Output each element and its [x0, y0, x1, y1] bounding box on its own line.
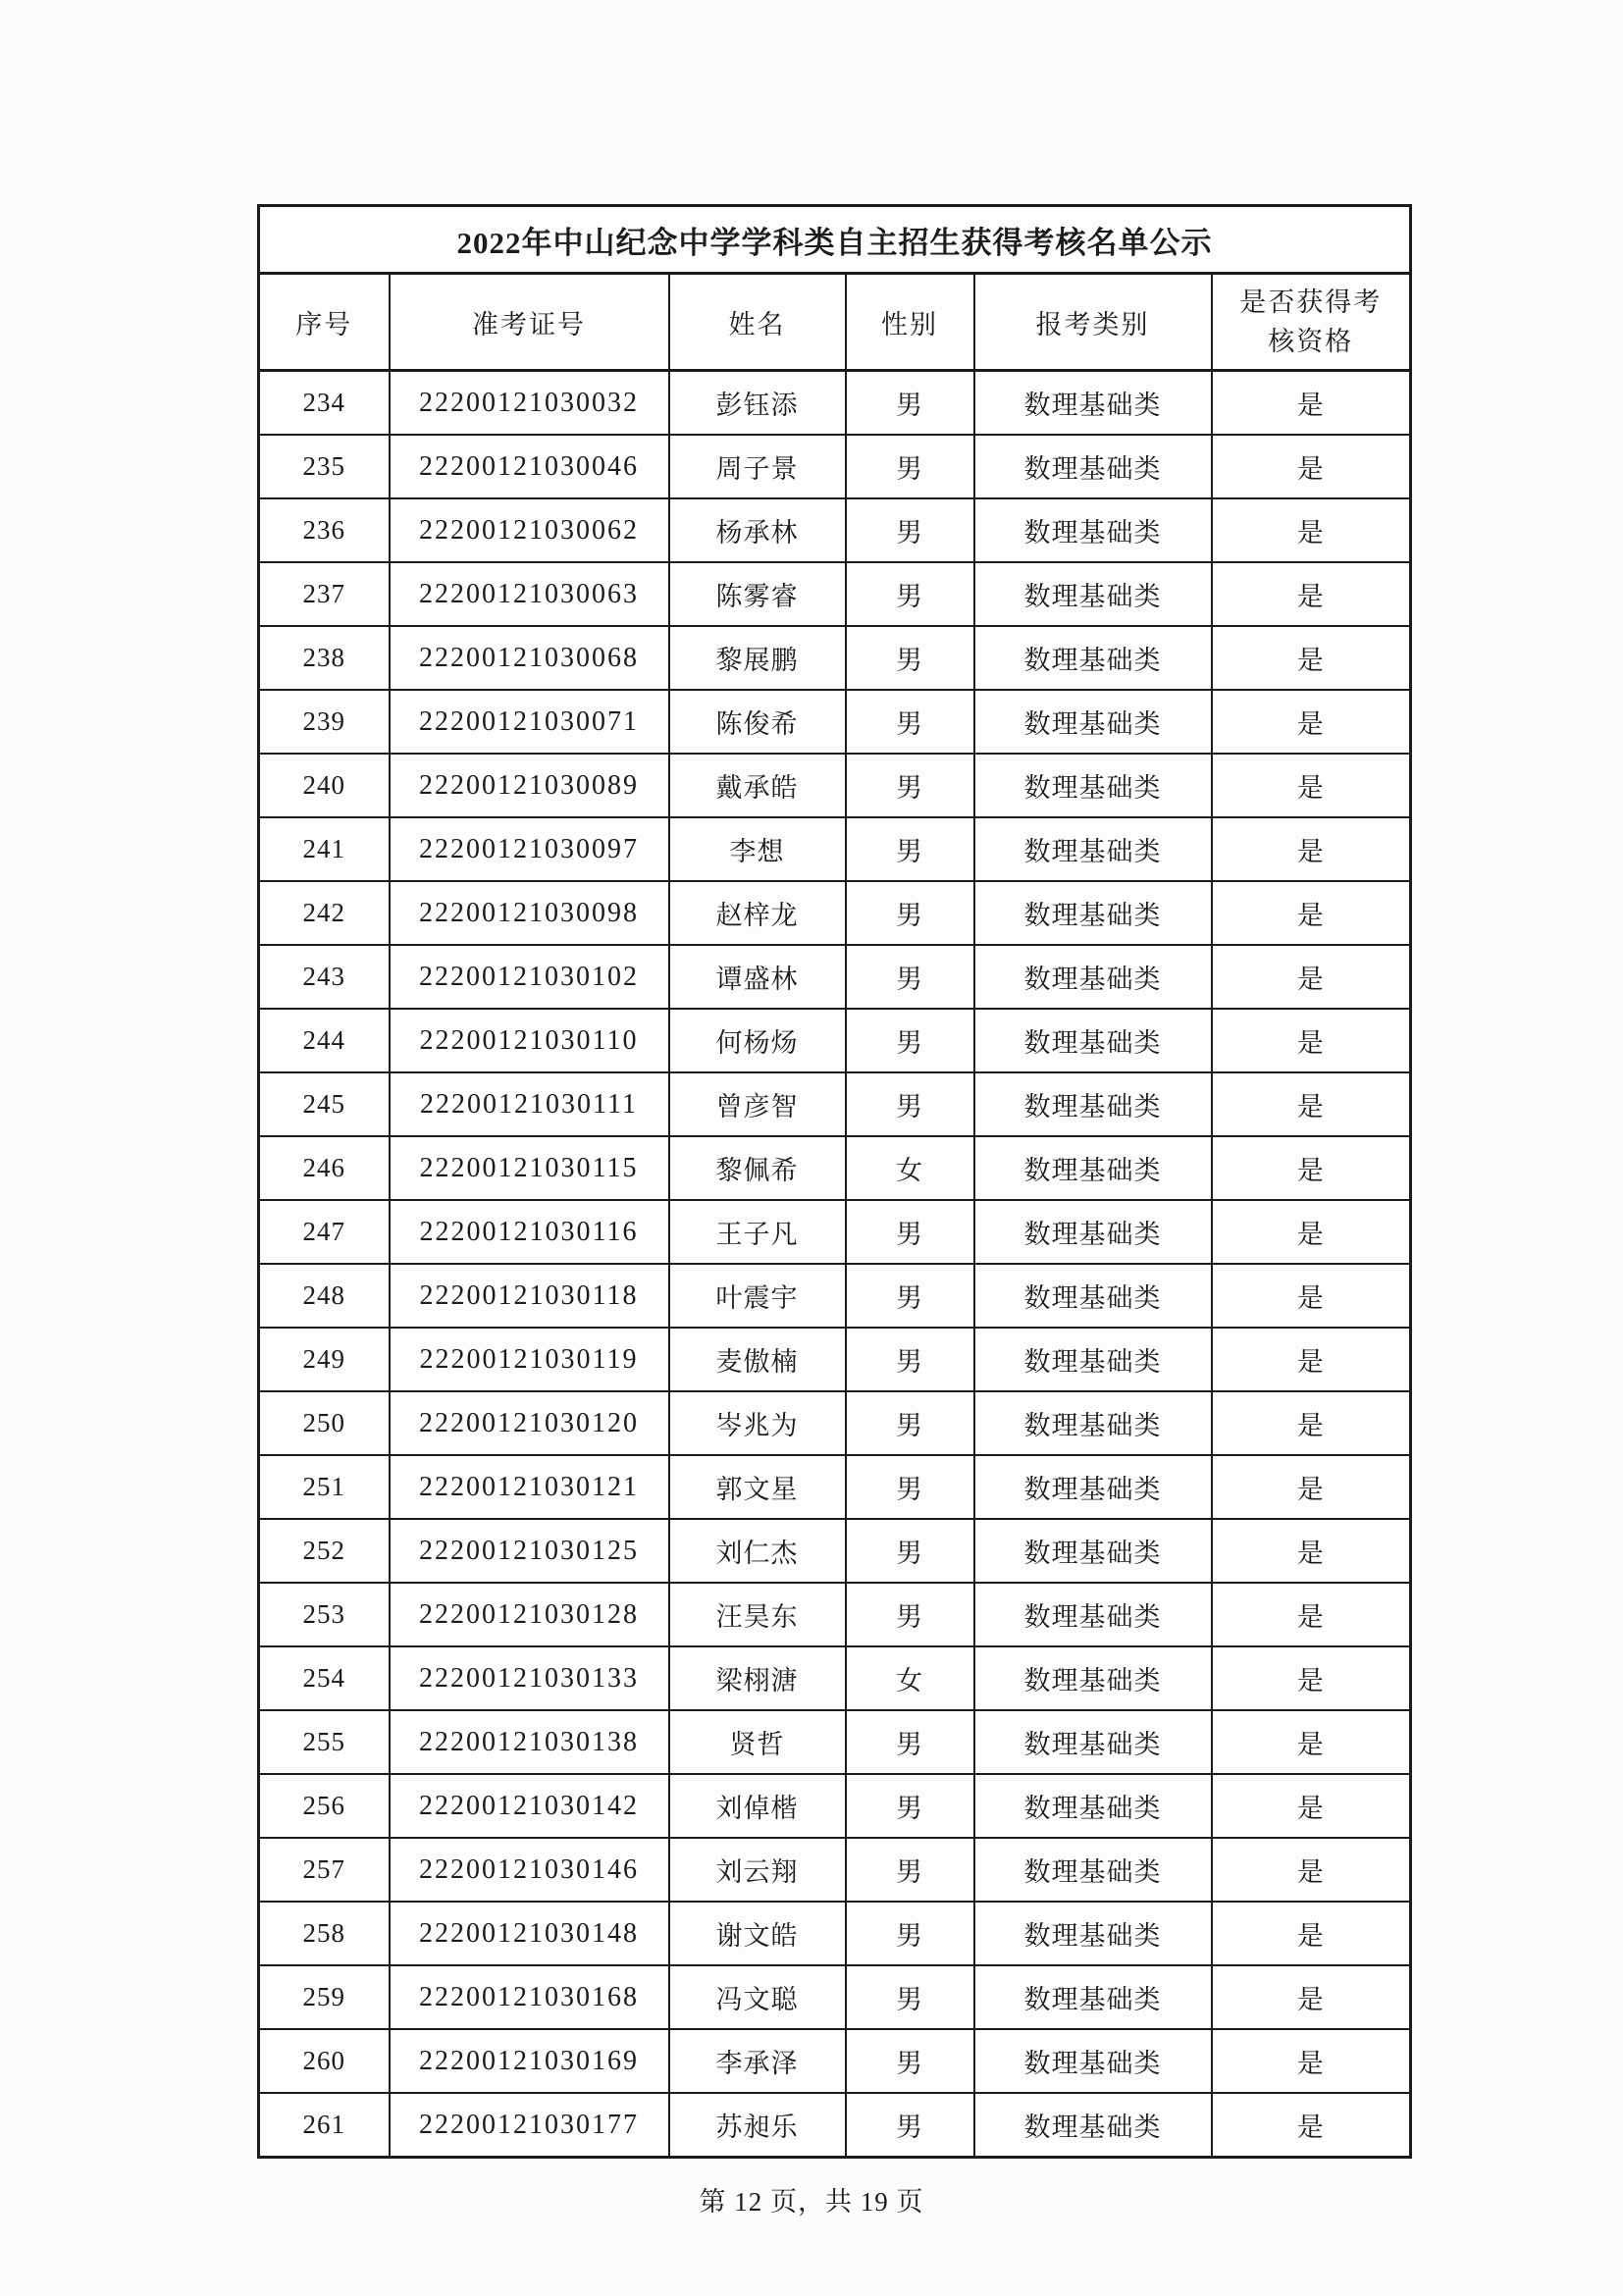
table-row [259, 2093, 1411, 2158]
cell-gender: 男 [846, 817, 974, 881]
cell-qualified: 是 [1212, 1072, 1411, 1136]
cell-category: 数理基础类 [974, 2093, 1212, 2158]
cell-qualified: 是 [1212, 1136, 1411, 1200]
cell-index: 253 [259, 1583, 390, 1646]
cell-gender: 男 [846, 754, 974, 817]
cell-index: 246 [259, 1136, 390, 1200]
cell-qualified: 是 [1212, 1710, 1411, 1774]
cell-exam-id: 22200121030146 [390, 1838, 669, 1902]
cell-gender: 男 [846, 1391, 974, 1455]
cell-index: 234 [259, 371, 390, 436]
cell-gender: 女 [846, 1136, 974, 1200]
cell-gender: 男 [846, 1200, 974, 1264]
cell-index: 247 [259, 1200, 390, 1264]
cell-exam-id: 22200121030133 [390, 1646, 669, 1710]
col-header-qualified [1212, 274, 1411, 371]
cell-exam-id: 22200121030168 [390, 1965, 669, 2029]
table-row [259, 1646, 1411, 1710]
cell-qualified: 是 [1212, 562, 1411, 626]
cell-index: 254 [259, 1646, 390, 1710]
cell-exam-id: 22200121030115 [390, 1136, 669, 1200]
cell-name: 王子凡 [669, 1200, 846, 1264]
cell-category: 数理基础类 [974, 1136, 1212, 1200]
table-row [259, 881, 1411, 945]
cell-exam-id: 22200121030071 [390, 690, 669, 754]
cell-index: 242 [259, 881, 390, 945]
table-row [259, 498, 1411, 562]
cell-name: 李承泽 [669, 2029, 846, 2093]
table-row [259, 1455, 1411, 1519]
cell-index: 260 [259, 2029, 390, 2093]
cell-name: 陈俊希 [669, 690, 846, 754]
cell-name: 刘倬楷 [669, 1774, 846, 1838]
cell-exam-id: 22200121030128 [390, 1583, 669, 1646]
cell-index: 252 [259, 1519, 390, 1583]
cell-exam-id: 22200121030118 [390, 1264, 669, 1328]
col-header-exam-id: 准考证号 [390, 274, 669, 371]
cell-gender: 男 [846, 1072, 974, 1136]
table-row [259, 754, 1411, 817]
qualification-table [257, 204, 1412, 2159]
table-row [259, 1902, 1411, 1965]
cell-category: 数理基础类 [974, 1264, 1212, 1328]
cell-name: 梁栩溏 [669, 1646, 846, 1710]
cell-name: 贤哲 [669, 1710, 846, 1774]
cell-index: 239 [259, 690, 390, 754]
cell-index: 259 [259, 1965, 390, 2029]
cell-qualified: 是 [1212, 817, 1411, 881]
cell-category: 数理基础类 [974, 2029, 1212, 2093]
cell-category: 数理基础类 [974, 1902, 1212, 1965]
cell-index: 255 [259, 1710, 390, 1774]
cell-name: 苏昶乐 [669, 2093, 846, 2158]
cell-exam-id: 22200121030102 [390, 945, 669, 1009]
cell-category: 数理基础类 [974, 881, 1212, 945]
cell-qualified: 是 [1212, 371, 1411, 436]
cell-name: 谭盛林 [669, 945, 846, 1009]
cell-name: 郭文星 [669, 1455, 846, 1519]
table-row [259, 1200, 1411, 1264]
cell-gender: 男 [846, 1902, 974, 1965]
cell-gender: 男 [846, 881, 974, 945]
cell-name: 黎佩希 [669, 1136, 846, 1200]
cell-category: 数理基础类 [974, 945, 1212, 1009]
table-row [259, 1328, 1411, 1391]
cell-gender: 男 [846, 371, 974, 436]
cell-gender: 男 [846, 562, 974, 626]
cell-gender: 男 [846, 1965, 974, 2029]
cell-qualified: 是 [1212, 2093, 1411, 2158]
cell-name: 叶震宇 [669, 1264, 846, 1328]
cell-exam-id: 22200121030098 [390, 881, 669, 945]
cell-name: 周子景 [669, 435, 846, 498]
table-row [259, 945, 1411, 1009]
table-row [259, 1009, 1411, 1072]
cell-category: 数理基础类 [974, 498, 1212, 562]
cell-qualified: 是 [1212, 1838, 1411, 1902]
cell-name: 戴承皓 [669, 754, 846, 817]
table-row [259, 817, 1411, 881]
cell-name: 杨承林 [669, 498, 846, 562]
cell-exam-id: 22200121030138 [390, 1710, 669, 1774]
cell-qualified: 是 [1212, 1391, 1411, 1455]
table-row [259, 626, 1411, 690]
cell-exam-id: 22200121030119 [390, 1328, 669, 1391]
cell-index: 245 [259, 1072, 390, 1136]
cell-category: 数理基础类 [974, 1774, 1212, 1838]
cell-exam-id: 22200121030089 [390, 754, 669, 817]
cell-gender: 男 [846, 498, 974, 562]
cell-category: 数理基础类 [974, 1583, 1212, 1646]
cell-category: 数理基础类 [974, 371, 1212, 436]
cell-name: 岑兆为 [669, 1391, 846, 1455]
cell-qualified: 是 [1212, 690, 1411, 754]
cell-qualified: 是 [1212, 1774, 1411, 1838]
cell-category: 数理基础类 [974, 690, 1212, 754]
table-row [259, 1965, 1411, 2029]
cell-qualified: 是 [1212, 1965, 1411, 2029]
cell-exam-id: 22200121030046 [390, 435, 669, 498]
table-row [259, 690, 1411, 754]
table-row [259, 562, 1411, 626]
table-row [259, 1774, 1411, 1838]
cell-name: 刘仁杰 [669, 1519, 846, 1583]
table-title: 2022年中山纪念中学学科类自主招生获得考核名单公示 [259, 206, 1411, 274]
cell-qualified: 是 [1212, 754, 1411, 817]
cell-index: 261 [259, 2093, 390, 2158]
cell-index: 238 [259, 626, 390, 690]
cell-category: 数理基础类 [974, 1646, 1212, 1710]
col-header-gender: 性别 [846, 274, 974, 371]
cell-gender: 男 [846, 690, 974, 754]
cell-category: 数理基础类 [974, 1391, 1212, 1455]
table-row [259, 1838, 1411, 1902]
cell-qualified: 是 [1212, 2029, 1411, 2093]
cell-gender: 男 [846, 1328, 974, 1391]
cell-category: 数理基础类 [974, 1009, 1212, 1072]
cell-category: 数理基础类 [974, 1200, 1212, 1264]
cell-category: 数理基础类 [974, 626, 1212, 690]
cell-exam-id: 22200121030121 [390, 1455, 669, 1519]
cell-gender: 男 [846, 1264, 974, 1328]
cell-name: 冯文聪 [669, 1965, 846, 2029]
col-header-index: 序号 [259, 274, 390, 371]
cell-gender: 男 [846, 1583, 974, 1646]
cell-qualified: 是 [1212, 1200, 1411, 1264]
cell-qualified: 是 [1212, 1902, 1411, 1965]
cell-name: 李想 [669, 817, 846, 881]
table-row [259, 435, 1411, 498]
cell-qualified: 是 [1212, 881, 1411, 945]
cell-category: 数理基础类 [974, 1072, 1212, 1136]
cell-index: 251 [259, 1455, 390, 1519]
cell-name: 赵梓龙 [669, 881, 846, 945]
cell-gender: 男 [846, 1838, 974, 1902]
cell-exam-id: 22200121030062 [390, 498, 669, 562]
cell-name: 黎展鹏 [669, 626, 846, 690]
cell-gender: 男 [846, 1455, 974, 1519]
table-row [259, 1072, 1411, 1136]
table-row [259, 2029, 1411, 2093]
cell-category: 数理基础类 [974, 1838, 1212, 1902]
cell-name: 汪昊东 [669, 1583, 846, 1646]
cell-index: 258 [259, 1902, 390, 1965]
table-row [259, 1264, 1411, 1328]
cell-index: 249 [259, 1328, 390, 1391]
cell-category: 数理基础类 [974, 1519, 1212, 1583]
cell-index: 250 [259, 1391, 390, 1455]
cell-gender: 女 [846, 1646, 974, 1710]
cell-qualified: 是 [1212, 1519, 1411, 1583]
cell-qualified: 是 [1212, 1455, 1411, 1519]
cell-name: 谢文皓 [669, 1902, 846, 1965]
cell-name: 曾彦智 [669, 1072, 846, 1136]
cell-category: 数理基础类 [974, 817, 1212, 881]
table-body [259, 371, 1411, 2158]
cell-gender: 男 [846, 945, 974, 1009]
table-row [259, 1519, 1411, 1583]
cell-exam-id: 22200121030068 [390, 626, 669, 690]
cell-category: 数理基础类 [974, 1965, 1212, 2029]
cell-exam-id: 22200121030177 [390, 2093, 669, 2158]
cell-gender: 男 [846, 2029, 974, 2093]
cell-exam-id: 22200121030063 [390, 562, 669, 626]
cell-qualified: 是 [1212, 1009, 1411, 1072]
cell-exam-id: 22200121030169 [390, 2029, 669, 2093]
cell-index: 243 [259, 945, 390, 1009]
cell-qualified: 是 [1212, 1264, 1411, 1328]
cell-index: 257 [259, 1838, 390, 1902]
cell-exam-id: 22200121030116 [390, 1200, 669, 1264]
cell-index: 244 [259, 1009, 390, 1072]
cell-qualified: 是 [1212, 1583, 1411, 1646]
cell-qualified: 是 [1212, 626, 1411, 690]
cell-name: 刘云翔 [669, 1838, 846, 1902]
cell-index: 235 [259, 435, 390, 498]
cell-exam-id: 22200121030032 [390, 371, 669, 436]
cell-qualified: 是 [1212, 435, 1411, 498]
cell-gender: 男 [846, 435, 974, 498]
cell-category: 数理基础类 [974, 1455, 1212, 1519]
header-row [259, 274, 1411, 371]
cell-gender: 男 [846, 626, 974, 690]
cell-category: 数理基础类 [974, 754, 1212, 817]
cell-qualified: 是 [1212, 1328, 1411, 1391]
cell-index: 237 [259, 562, 390, 626]
cell-name: 麦傲楠 [669, 1328, 846, 1391]
cell-gender: 男 [846, 2093, 974, 2158]
cell-gender: 男 [846, 1519, 974, 1583]
page-footer: 第 12 页，共 19 页 [699, 2187, 924, 2217]
table-row [259, 1583, 1411, 1646]
table-row [259, 1391, 1411, 1455]
col-header-category: 报考类别 [974, 274, 1212, 371]
cell-index: 241 [259, 817, 390, 881]
cell-qualified: 是 [1212, 498, 1411, 562]
cell-category: 数理基础类 [974, 1328, 1212, 1391]
cell-name: 何杨炀 [669, 1009, 846, 1072]
table-row [259, 1710, 1411, 1774]
col-header-qualified-label: 是否获得考核资格 [1239, 287, 1383, 356]
cell-exam-id: 22200121030097 [390, 817, 669, 881]
cell-category: 数理基础类 [974, 562, 1212, 626]
cell-index: 256 [259, 1774, 390, 1838]
cell-qualified: 是 [1212, 945, 1411, 1009]
cell-category: 数理基础类 [974, 1710, 1212, 1774]
cell-exam-id: 22200121030148 [390, 1902, 669, 1965]
cell-category: 数理基础类 [974, 435, 1212, 498]
table-row [259, 371, 1411, 436]
cell-index: 236 [259, 498, 390, 562]
cell-qualified: 是 [1212, 1646, 1411, 1710]
table-row [259, 1136, 1411, 1200]
cell-gender: 男 [846, 1774, 974, 1838]
cell-gender: 男 [846, 1710, 974, 1774]
cell-exam-id: 22200121030142 [390, 1774, 669, 1838]
cell-exam-id: 22200121030125 [390, 1519, 669, 1583]
cell-name: 陈雾睿 [669, 562, 846, 626]
cell-index: 240 [259, 754, 390, 817]
cell-exam-id: 22200121030111 [390, 1072, 669, 1136]
cell-index: 248 [259, 1264, 390, 1328]
title-row [259, 206, 1411, 274]
col-header-name: 姓名 [669, 274, 846, 371]
cell-name: 彭钰添 [669, 371, 846, 436]
cell-gender: 男 [846, 1009, 974, 1072]
cell-exam-id: 22200121030110 [390, 1009, 669, 1072]
cell-exam-id: 22200121030120 [390, 1391, 669, 1455]
